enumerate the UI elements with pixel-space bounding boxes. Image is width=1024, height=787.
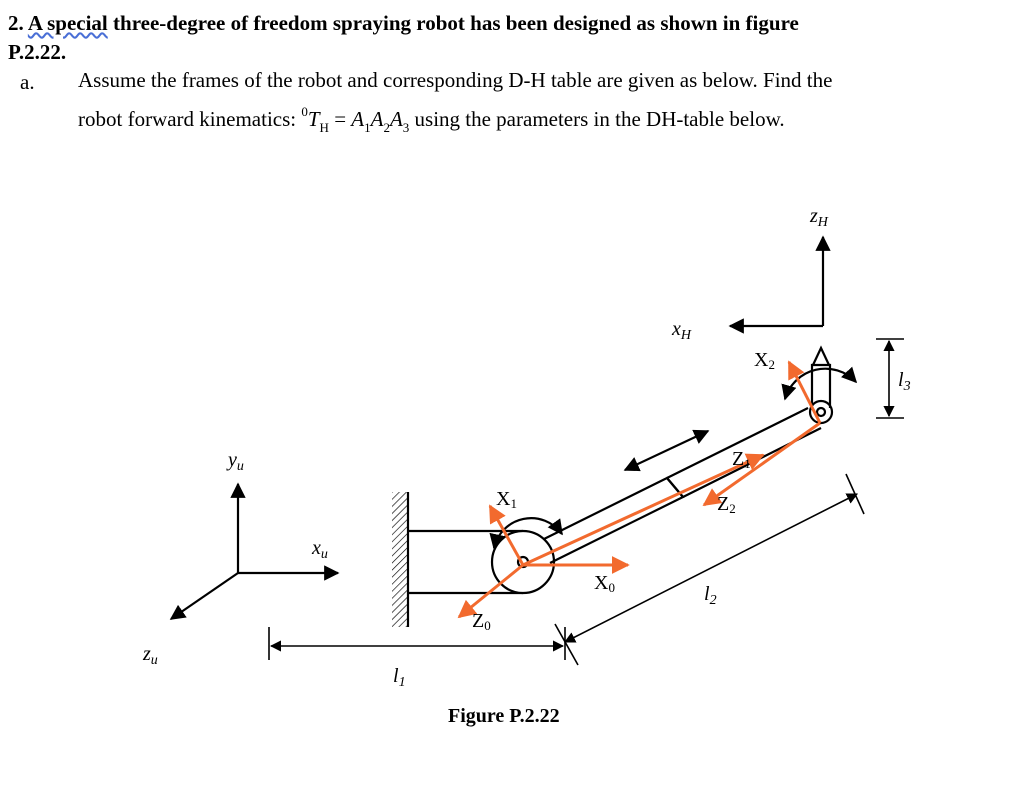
label-xH: $x_H$ (672, 318, 692, 343)
part-a-line1: Assume the frames of the robot and corresponding D-H table are given as below. Find the (78, 68, 833, 92)
question-underlined-text: A special (27, 11, 108, 35)
label-l3: $l_3$ (898, 369, 911, 394)
label-X0: X0 (594, 572, 615, 595)
X2-arrow (789, 362, 820, 423)
label-yu: $y_u$ (228, 449, 244, 474)
hand-frame (730, 237, 823, 326)
label-X1: X1 (496, 488, 517, 511)
label-Z1: Z1 (732, 448, 751, 471)
dimension-l1 (269, 627, 565, 660)
label-X2: X2 (754, 349, 775, 372)
forward-kinematics-equation: $^0T_H = A_1A_2A_3$ (301, 104, 410, 135)
label-Z2: Z2 (717, 493, 736, 516)
part-a-line2-lead: robot forward kinematics: (78, 107, 297, 131)
figure-caption: Figure P.2.22 (448, 705, 560, 727)
arm-link (544, 408, 821, 563)
label-zu: $z_u$ (143, 643, 158, 668)
question-title-text: three-degree of freedom spraying robot has been designed as shown in figure (107, 11, 799, 35)
label-xu: $x_u$ (312, 537, 328, 562)
question-number: 2. (8, 11, 28, 35)
zu-axis (171, 573, 238, 619)
label-zH: $z_H$ (810, 205, 828, 230)
label-l2: $l_2$ (704, 583, 717, 608)
part-a-letter: a. (20, 70, 35, 94)
base-wall (392, 492, 408, 627)
question-title-line2: P.2.22. (8, 40, 67, 64)
label-Z0: Z0 (472, 610, 491, 633)
label-l1: $l_1$ (393, 665, 406, 690)
part-a-line2-tail: using the parameters in the DH-table below. (414, 107, 785, 131)
